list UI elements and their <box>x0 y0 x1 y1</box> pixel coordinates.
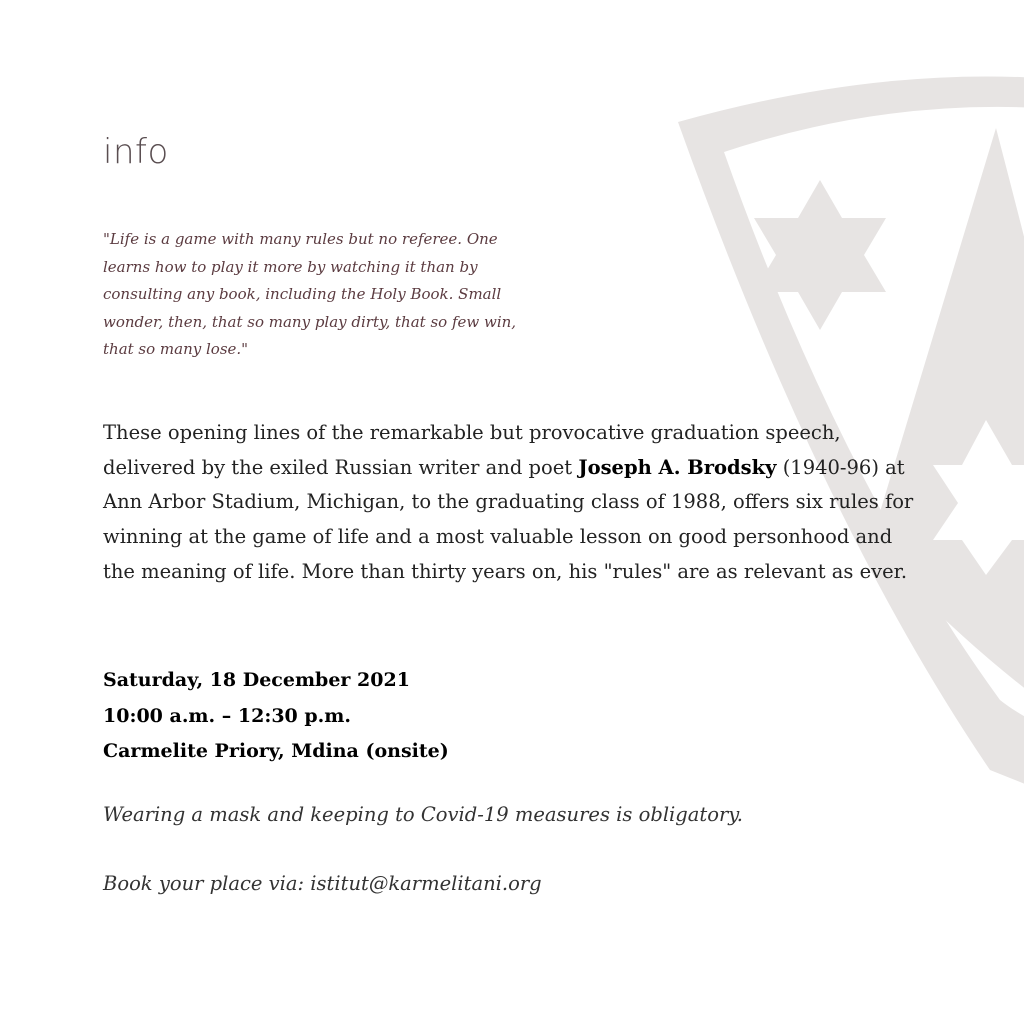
covid-notice: Wearing a mask and keeping to Covid-19 measures is obligatory. <box>103 803 743 826</box>
event-date: Saturday, 18 December 2021 <box>103 669 410 691</box>
description-paragraph <box>103 416 928 590</box>
brodsky-quote: "Life is a game with many rules but no referee. One learns how to play it more by watching it than by consulting any book, including the Holy Book. Small wonder, then, that so many play dirty, that so few win, that so many lose." <box>103 230 517 358</box>
booking-info: Book your place via: istitut@karmelitani.org <box>103 872 542 895</box>
description-rest: (1940-96) at Ann Arbor Stadium, Michigan, to the graduating class of 1988, offers six rules for winning at the game of life and a most valuable lesson on good personhood and the meaning of life. More than thirty years on, his "rules" are as relevant as ever. <box>103 455 914 583</box>
event-details <box>103 663 449 770</box>
page-title: info <box>103 132 169 172</box>
event-time: 10:00 a.m. – 12:30 p.m. <box>103 704 352 727</box>
mountain-shape <box>870 128 1024 700</box>
event-venue: Carmelite Priory, Mdina (onsite) <box>103 740 449 762</box>
author-name: Joseph A. Brodsky <box>578 455 777 479</box>
description-intro: These opening lines of the remarkable but provocative graduation speech, delivered by the exiled Russian writer and poet <box>103 421 841 479</box>
